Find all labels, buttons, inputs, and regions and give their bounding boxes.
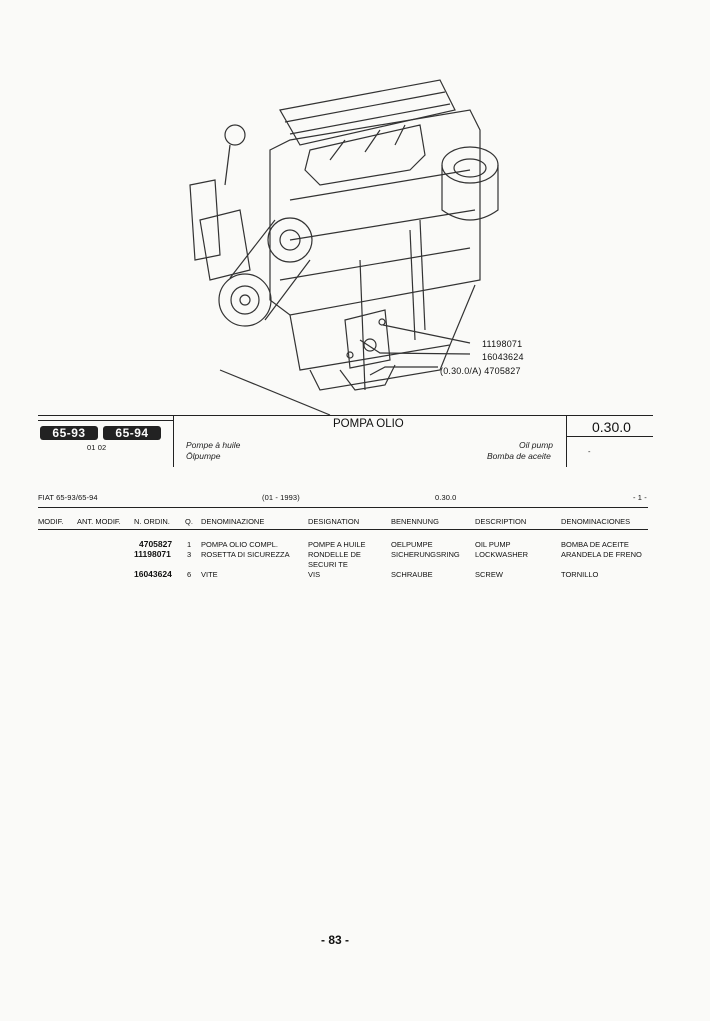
col-benennung: BENENNUNG xyxy=(391,517,439,526)
denominaciones: TORNILLO xyxy=(561,570,599,579)
col-ant-modif: ANT. MODIF. xyxy=(77,517,121,526)
col-q: Q. xyxy=(185,517,193,526)
title-english: Oil pump xyxy=(519,440,554,450)
benennung: SCHRAUBE xyxy=(391,570,433,579)
designation: VIS xyxy=(308,570,321,579)
models-subtitle: 01 02 xyxy=(87,443,107,452)
description: LOCKWASHER xyxy=(475,550,529,559)
col-n-ordin: N. ORDIN. xyxy=(134,517,170,526)
section-title: POMPA OLIO xyxy=(333,418,404,430)
denominaciones: BOMBA DE ACEITE xyxy=(561,540,629,549)
header-divider-2 xyxy=(566,415,567,467)
col-denominaciones: DENOMINACIONES xyxy=(561,517,631,526)
col-modif: MODIF. xyxy=(38,517,64,526)
description: SCREW xyxy=(475,570,503,579)
engine-oil-pump-illustration xyxy=(170,70,515,415)
header-bottom-rule-left xyxy=(38,420,173,421)
denominazione: POMPA OLIO COMPL. xyxy=(201,540,278,549)
quantity: 3 xyxy=(187,550,192,559)
info-page: - 1 - xyxy=(633,493,647,502)
designation: POMPE A HUILE xyxy=(308,540,366,549)
part-number: 16043624 xyxy=(134,569,172,579)
title-spanish: Bomba de aceite xyxy=(487,451,551,461)
denominazione: VITE xyxy=(201,570,218,579)
page-number: - 83 - xyxy=(321,933,350,947)
model-badge-6593: 65-93 xyxy=(40,426,98,440)
model-badge-6594: 65-94 xyxy=(103,426,161,440)
info-date: (01 - 1993) xyxy=(262,493,300,502)
table-header-rule xyxy=(38,529,648,530)
description: OIL PUMP xyxy=(475,540,511,549)
benennung: OELPUMPE xyxy=(391,540,433,549)
denominazione: ROSETTA DI SICUREZZA xyxy=(201,550,290,559)
quantity: 1 xyxy=(187,540,192,549)
quantity: 6 xyxy=(187,570,192,579)
callout-part-11198071: 11198071 xyxy=(482,339,523,349)
info-model: FIAT 65-93/65-94 xyxy=(38,493,98,502)
info-code: 0.30.0 xyxy=(435,493,457,502)
callout-part-4705827: (0.30.0/A) 4705827 xyxy=(440,366,521,376)
col-description: DESCRIPTION xyxy=(475,517,527,526)
col-denominazione: DENOMINAZIONE xyxy=(201,517,265,526)
title-french: Pompe à huile xyxy=(186,440,241,450)
designation: RONDELLE DE SECURI TE xyxy=(308,550,361,569)
col-designation: DESIGNATION xyxy=(308,517,360,526)
header-top-rule xyxy=(38,415,653,416)
info-rule xyxy=(38,507,648,508)
header-code-underline xyxy=(566,436,653,437)
header-divider-1 xyxy=(173,415,174,467)
section-code: 0.30.0 xyxy=(592,419,631,435)
part-number: 4705827 xyxy=(139,539,173,549)
denominaciones: ARANDELA DE FRENO xyxy=(561,550,642,559)
part-number: 11198071 xyxy=(134,549,171,559)
section-code-sub: - xyxy=(588,447,591,456)
benennung: SICHERUNGSRING xyxy=(391,550,460,559)
title-german: Ölpumpe xyxy=(186,451,221,461)
callout-part-16043624: 16043624 xyxy=(482,352,524,362)
